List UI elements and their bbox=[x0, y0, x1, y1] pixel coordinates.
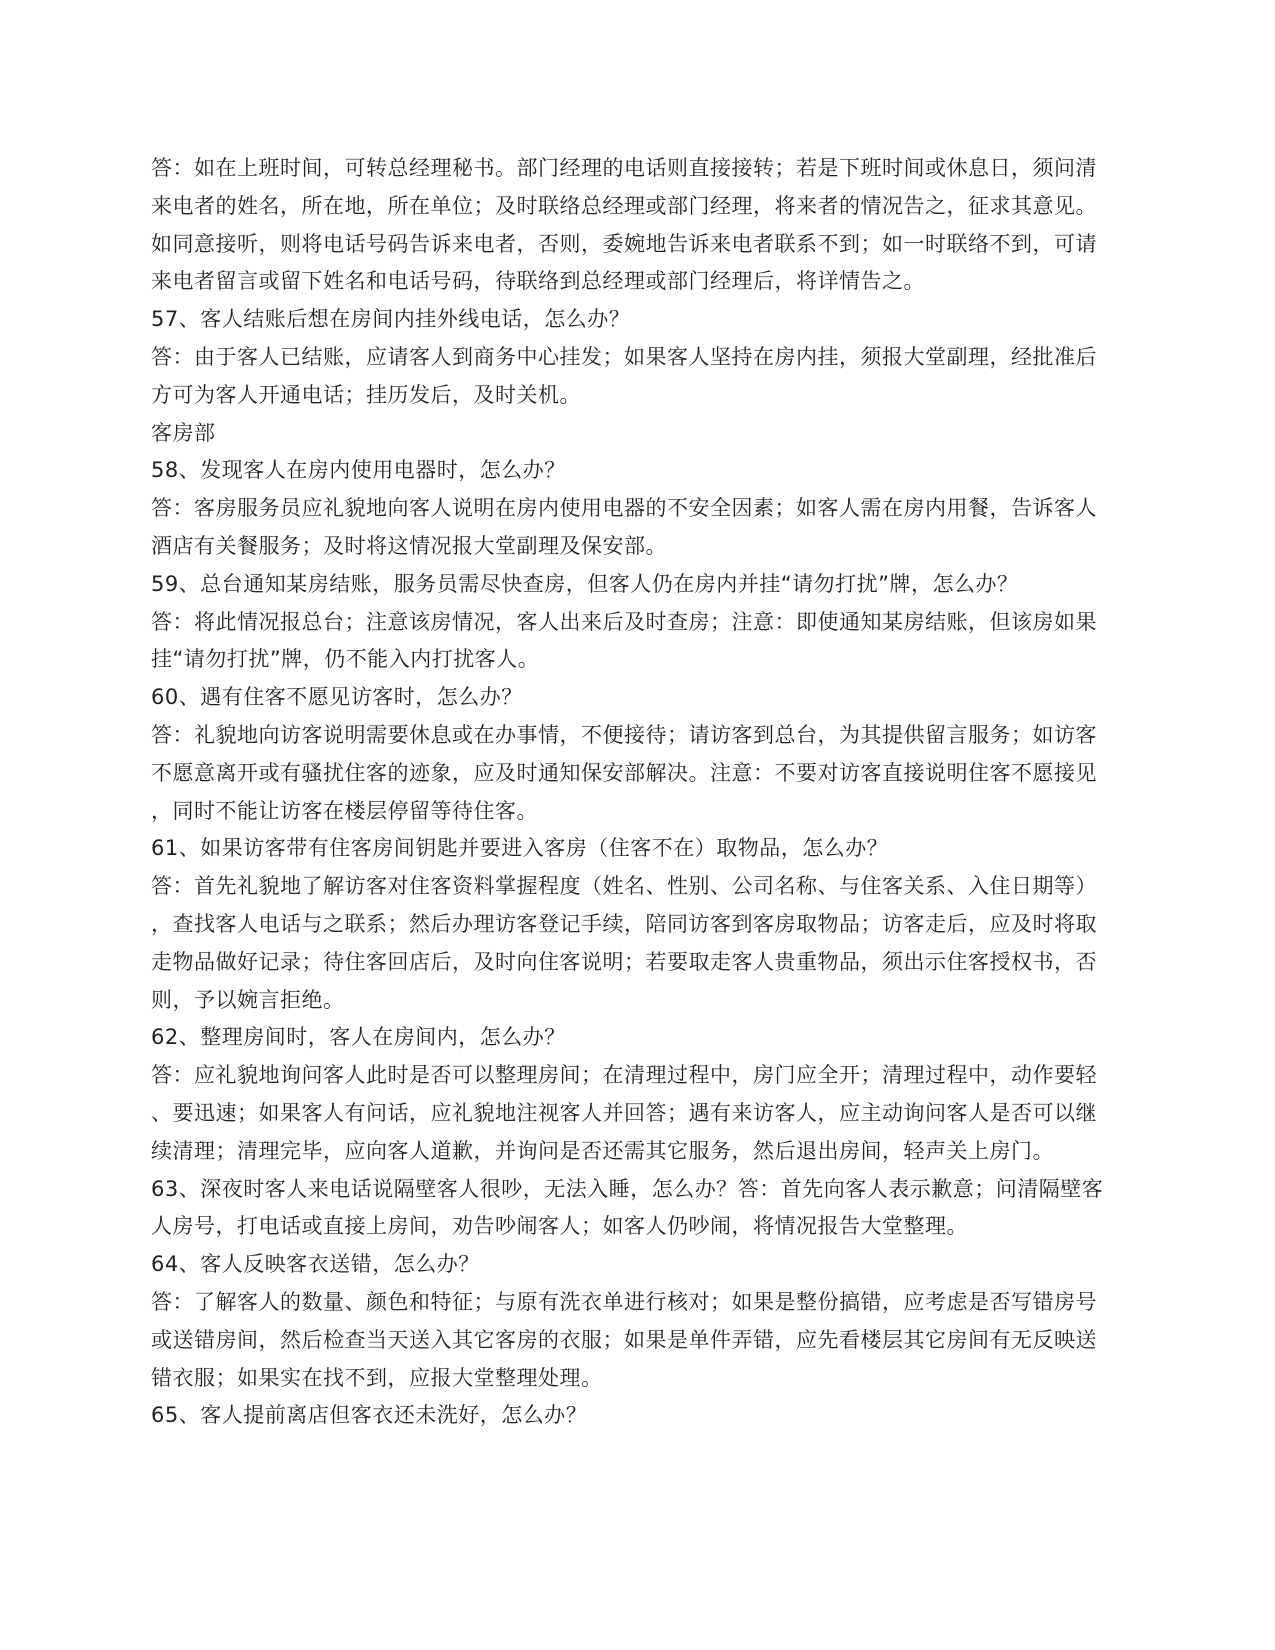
text-line: 答：首先礼貌地了解访客对住客资料掌握程度（姓名、性别、公司名称、与住客关系、入住日期等） bbox=[151, 874, 1097, 899]
text-line: 不愿意离开或有骚扰住客的迹象，应及时通知保安部解决。注意：不要对访客直接说明住客不愿接见 bbox=[151, 760, 1097, 785]
paragraph bbox=[151, 1019, 1123, 1057]
paragraph bbox=[151, 679, 1123, 717]
text-line: 答：如在上班时间，可转总经理秘书。部门经理的电话则直接接转；若是下班时间或休息日，须问清 bbox=[151, 156, 1097, 180]
paragraph bbox=[151, 1057, 1123, 1170]
text-line: 答：客房服务员应礼貌地向客人说明在房内使用电器的不安全因素；如客人需在房内用餐，告诉客人 bbox=[151, 496, 1097, 521]
text-line: 挂“请勿打扰”牌，仍不能入内打扰客人。 bbox=[151, 647, 540, 672]
text-line: 57、客人结账后想在房间内挂外线电话，怎么办？ bbox=[151, 307, 631, 332]
text-line: 方可为客人开通电话；挂历发后，及时关机。 bbox=[151, 382, 581, 407]
text-line: 续清理；清理完毕，应向客人道歉，并询问是否还需其它服务，然后退出房间，轻声关上房门。 bbox=[151, 1138, 1054, 1163]
text-line: 60、遇有住客不愿见访客时，怎么办？ bbox=[151, 685, 523, 710]
paragraph bbox=[151, 717, 1123, 830]
text-line: 、要迅速；如果客人有问话，应礼貌地注视客人并回答；遇有来访客人，应主动询问客人是否可以继 bbox=[151, 1100, 1097, 1125]
paragraph bbox=[151, 415, 1123, 453]
paragraph bbox=[151, 339, 1123, 415]
text-line: 答：将此情况报总台；注意该房情况，客人出来后及时查房；注意：即使通知某房结账，但该房如果 bbox=[151, 609, 1097, 634]
paragraph bbox=[151, 830, 1123, 868]
text-line: 走物品做好记录；待住客回店后，及时向住客说明；若要取走客人贵重物品，须出示住客授权书，否 bbox=[151, 949, 1097, 974]
paragraph bbox=[151, 868, 1123, 1019]
text-line: 58、发现客人在房内使用电器时，怎么办？ bbox=[151, 458, 566, 483]
text-line: 答：应礼貌地询问客人此时是否可以整理房间；在清理过程中，房门应全开；清理过程中，动作要轻 bbox=[151, 1063, 1097, 1088]
text-line: 错衣服；如果实在找不到，应报大堂整理处理。 bbox=[151, 1365, 603, 1390]
paragraph bbox=[151, 1397, 1123, 1435]
text-line: 如同意接听，则将电话号码告诉来电者，否则，委婉地告诉来电者联系不到；如一时联络不到，可请 bbox=[151, 231, 1097, 256]
text-line: 则，予以婉言拒绝。 bbox=[151, 987, 345, 1012]
paragraph bbox=[151, 566, 1123, 604]
paragraph bbox=[151, 150, 1123, 301]
text-line: 62、整理房间时，客人在房间内，怎么办？ bbox=[151, 1025, 566, 1050]
text-line: 来电者留言或留下姓名和电话号码，待联络到总经理或部门经理后，将详情告之。 bbox=[151, 269, 925, 294]
paragraph bbox=[151, 604, 1123, 680]
text-line: 答：了解客人的数量、颜色和特征；与原有洗衣单进行核对；如果是整份搞错，应考虑是否写错房号 bbox=[151, 1289, 1097, 1314]
text-line: 客房部 bbox=[151, 420, 216, 445]
text-line: 64、客人反映客衣送错，怎么办？ bbox=[151, 1252, 480, 1277]
text-line: 酒店有关餐服务；及时将这情况报大堂副理及保安部。 bbox=[151, 533, 667, 558]
text-line: 63、深夜时客人来电话说隔壁客人很吵，无法入睡，怎么办？答：首先向客人表示歉意；问清隔壁客 bbox=[151, 1176, 1104, 1201]
text-line: 人房号，打电话或直接上房间，劝告吵闹客人；如客人仍吵闹，将情况报告大堂整理。 bbox=[151, 1214, 968, 1239]
text-line: 或送错房间，然后检查当天送入其它客房的衣服；如果是单件弄错，应先看楼层其它房间有无反映送 bbox=[151, 1327, 1097, 1352]
text-line: 59、总台通知某房结账，服务员需尽快查房，但客人仍在房内并挂“请勿打扰”牌，怎么办？ bbox=[151, 571, 1019, 596]
text-line: 答：由于客人已结账，应请客人到商务中心挂发；如果客人坚持在房内挂，须报大堂副理，经批准后 bbox=[151, 344, 1097, 369]
paragraph bbox=[151, 301, 1123, 339]
paragraph bbox=[151, 452, 1123, 490]
text-line: ，同时不能让访客在楼层停留等待住客。 bbox=[151, 798, 538, 823]
text-line: 65、客人提前离店但客衣还未洗好，怎么办？ bbox=[151, 1403, 588, 1428]
document-body bbox=[151, 150, 1123, 1435]
paragraph bbox=[151, 1284, 1123, 1397]
text-line: 答：礼貌地向访客说明需要休息或在办事情，不便接待；请访客到总台，为其提供留言服务；如访客 bbox=[151, 722, 1097, 747]
paragraph bbox=[151, 1246, 1123, 1284]
text-line: 来电者的姓名，所在地，所在单位；及时联络总经理或部门经理，将来者的情况告之，征求其意见。 bbox=[151, 193, 1097, 218]
text-line: 61、如果访客带有住客房间钥匙并要进入客房（住客不在）取物品，怎么办？ bbox=[151, 836, 889, 861]
text-line: ，查找客人电话与之联系；然后办理访客登记手续，陪同访客到客房取物品；访客走后，应及时将取 bbox=[151, 911, 1097, 936]
paragraph bbox=[151, 1171, 1123, 1247]
paragraph bbox=[151, 490, 1123, 566]
